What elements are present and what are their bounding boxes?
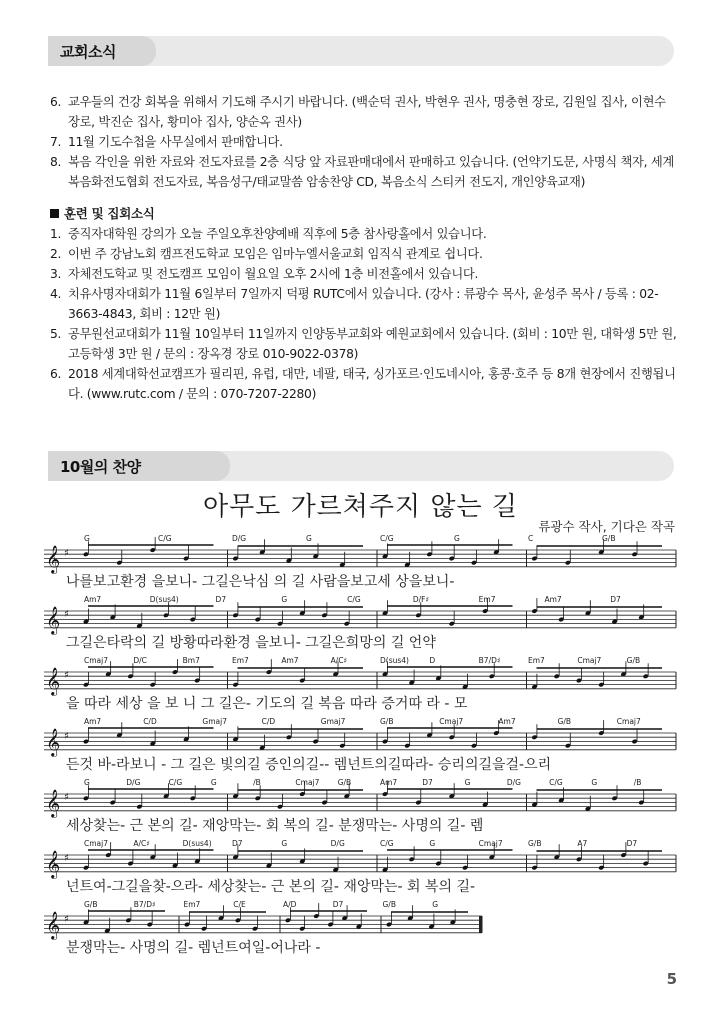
chord-symbol: G/B [602, 534, 616, 543]
chord-symbol: G [84, 534, 90, 543]
section-title: 10월의 찬양 [60, 458, 141, 476]
item-text: 치유사명자대회가 11월 6일부터 7일까지 덕평 RUTC에서 있습니다. (강사 : 류광수 목사, 윤성주 목사 / 등록 : 02-3663-4843, 회비 : 12만 원) [68, 287, 659, 321]
chord-symbol: C/G [168, 778, 183, 787]
chord-symbol: Em7 [478, 595, 496, 604]
chord-symbol: G [429, 839, 436, 848]
key-sharp-icon: ♯ [64, 914, 69, 925]
treble-clef-icon: 𝄞 [46, 850, 61, 878]
list-item [50, 132, 680, 152]
item-number: 6. [50, 95, 62, 109]
lyric-line: 분쟁막는- 사명의 길- 렘넌트여일-어나라 - [66, 940, 321, 956]
key-sharp-icon: ♯ [64, 548, 69, 559]
chord-symbol: G/B [626, 656, 641, 665]
chord-symbol: G [454, 534, 460, 543]
chord-symbol: D7 [332, 900, 344, 909]
key-sharp-icon: ♯ [64, 853, 69, 864]
chord-symbol: Em7 [232, 656, 249, 665]
key-sharp-icon: ♯ [64, 670, 69, 681]
list-item [50, 284, 680, 324]
list-item [50, 324, 680, 364]
chord-symbol: G/B [382, 900, 396, 909]
chord-symbol: A/C♯ [133, 839, 150, 848]
item-text: 복음 각인을 위한 자료와 전도자료를 2층 식당 앞 자료판매대에서 판매하고 있습니다. (언약기도문, 사명식 책자, 세계복음화전도협회 전도자료, 복음성구/태교말씀 암송찬양 CD, 복음소식 스티커 전도지, 개인양육교재) [68, 155, 674, 189]
chord-symbol: G [306, 534, 312, 543]
chord-symbol: G [281, 595, 288, 604]
chord-symbol: D7 [422, 778, 433, 787]
item-number: 3. [50, 267, 62, 281]
chord-symbol: D/C [133, 656, 147, 665]
key-sharp-icon: ♯ [64, 731, 69, 742]
chord-symbol: Am7 [498, 717, 516, 726]
lyric-line: 그길은타락의 길 방황따라환경 을보니- 그길은희망의 길 언약 [66, 635, 436, 651]
chord-symbol: /B [253, 778, 261, 787]
chord-symbol: Cmaj7 [84, 839, 108, 848]
item-text: 중직자대학원 강의가 오늘 주일오후찬양예배 직후에 5층 참사랑홀에서 있습니다. [68, 227, 487, 241]
item-text: 이번 주 강남노회 캠프전도학교 모임은 임마누엘서울교회 임직식 관계로 쉽니다. [68, 247, 483, 261]
training-heading [50, 204, 680, 224]
key-sharp-icon: ♯ [64, 609, 69, 620]
chord-symbol: Am7 [84, 717, 102, 726]
training-title: 훈련 및 집회소식 [64, 206, 155, 221]
chord-symbol: Cmaj7 [616, 717, 641, 726]
section-header-praise [48, 451, 674, 481]
chord-symbol: Gmaj7 [320, 717, 346, 726]
item-text: 자체전도학교 및 전도캠프 모임이 월요일 오후 2시에 1층 비전홀에서 있습니다. [68, 267, 479, 281]
item-number: 2. [50, 247, 62, 261]
item-text: 11월 기도수첩을 사무실에서 판매합니다. [68, 135, 283, 149]
section-title: 교회소식 [60, 43, 116, 61]
treble-clef-icon: 𝄞 [46, 667, 61, 695]
item-text: 교우들의 건강 회복을 위해서 기도해 주시기 바랍니다. (백순덕 권사, 박현우 권사, 명충현 장로, 김원일 집사, 이현수 장로, 박진순 집사, 황미아 집사, 양순옥 권사) [68, 95, 666, 129]
list-item [50, 264, 680, 284]
item-number: 5. [50, 327, 62, 341]
sheet-music [44, 534, 680, 980]
chord-symbol: A/C♯ [330, 656, 348, 665]
chord-symbol: Bm7 [182, 656, 200, 665]
chord-symbol: G/B [557, 717, 572, 726]
item-text: 2018 세계대학선교캠프가 필리핀, 유럽, 대만, 네팔, 태국, 싱가포르·인도네시아, 홍콩·호주 등 8개 현장에서 진행됩니다. (www.rutc.com / 문의 : 070-7207-2280) [68, 367, 676, 401]
key-sharp-icon: ♯ [64, 792, 69, 803]
chord-symbol: /B [633, 778, 642, 787]
treble-clef-icon: 𝄞 [46, 606, 61, 634]
list-item [50, 244, 680, 264]
lyric-line: 넌트여-그길을찾-으라- 세상찾는- 근 본의 길- 재앙막는- 회 복의 길- [66, 879, 476, 895]
item-number: 4. [50, 287, 62, 301]
treble-clef-icon: 𝄞 [46, 728, 61, 756]
item-number: 7. [50, 135, 62, 149]
lyric-line: 든것 바-라보니 - 그 길은 빛의길 증인의길-- 렘넌트의길따라- 승리의길을걸-으리 [66, 757, 552, 773]
treble-clef-icon: 𝄞 [46, 789, 61, 817]
chord-symbol: D7 [610, 595, 621, 604]
chord-symbol: D/G [232, 534, 247, 543]
item-number: 8. [50, 155, 62, 169]
chord-symbol: Cmaj7 [439, 717, 464, 726]
chord-symbol: Gmaj7 [202, 717, 227, 726]
square-bullet-icon [50, 209, 59, 218]
notices-list [50, 92, 680, 404]
chord-symbol: G/B [528, 839, 542, 848]
section-header-church-news [48, 36, 674, 66]
list-item [50, 92, 680, 132]
chord-symbol: D7 [626, 839, 638, 848]
chord-symbol: C/G [158, 534, 172, 543]
chord-symbol: Am7 [544, 595, 562, 604]
chord-symbol: D(sus4) [149, 595, 179, 604]
chord-symbol: D/F♯ [412, 595, 430, 604]
chord-symbol: G [281, 839, 288, 848]
chord-symbol: G [464, 778, 471, 787]
item-number: 6. [50, 367, 62, 381]
chord-symbol: D(sus4) [182, 839, 212, 848]
final-barline [479, 916, 482, 933]
chord-symbol: G/B [84, 900, 98, 909]
chord-symbol: C/G [380, 534, 394, 543]
page-number: 5 [666, 970, 677, 988]
treble-clef-icon: 𝄞 [46, 911, 61, 939]
item-number: 1. [50, 227, 62, 241]
chord-symbol: A/D [283, 900, 297, 909]
chord-symbol: G/B [380, 717, 394, 726]
chord-symbol: G [210, 778, 217, 787]
chord-symbol: Em7 [183, 900, 201, 909]
chord-symbol: D(sus4) [380, 656, 409, 665]
chord-symbol: A7 [577, 839, 588, 848]
chord-symbol: D [429, 656, 436, 665]
item-text: 공무원선교대회가 11월 10일부터 11일까지 인양동부교회와 예원교회에서 있습니다. (회비 : 10만 원, 대학생 5만 원, 고등학생 3만 원 / 문의 : 장옥경 장로 010-9022-0378) [68, 327, 677, 361]
chord-symbol: Am7 [281, 656, 299, 665]
chord-symbol: C/E [233, 900, 246, 909]
chord-symbol: C/D [261, 717, 276, 726]
song-credit: 류광수 작사, 기다은 작곡 [538, 519, 675, 534]
chord-symbol: Cmaj7 [478, 839, 503, 848]
chord-symbol: D/G [506, 778, 521, 787]
chord-symbol: C/D [143, 717, 157, 726]
chord-symbol: D/G [330, 839, 345, 848]
treble-clef-icon: 𝄞 [46, 545, 61, 573]
lyric-line: 세상찾는- 근 본의 길- 재앙막는- 회 복의 길- 분쟁막는- 사명의 길- 렘 [66, 818, 484, 834]
chord-symbol: C/G [549, 778, 563, 787]
list-item [50, 152, 680, 192]
chord-symbol: Cmaj7 [577, 656, 602, 665]
chord-symbol: G/B [337, 778, 352, 787]
lyric-line: 나를보고환경 을보니- 그길은낙심 의 길 사람을보고세 상을보니- [66, 574, 455, 590]
chord-symbol: C/G [347, 595, 361, 604]
chord-symbol: D7 [232, 839, 243, 848]
chord-symbol: G [84, 778, 90, 787]
chord-symbol: C/G [380, 839, 394, 848]
list-item [50, 224, 680, 244]
chord-symbol: C [528, 534, 534, 543]
chord-symbol: D/G [126, 778, 141, 787]
lyric-line: 을 따라 세상 을 보 니 그 길은- 기도의 길 복음 따라 증거따 라 - 모 [66, 696, 468, 712]
chord-symbol: D7 [215, 595, 227, 604]
chord-symbol: B7/D♯ [478, 656, 501, 665]
list-item [50, 364, 680, 404]
chord-symbol: G [591, 778, 598, 787]
chord-symbol: Am7 [380, 778, 398, 787]
song-title: 아무도 가르쳐주지 않는 길 [202, 492, 519, 522]
chord-symbol: Cmaj7 [84, 656, 108, 665]
chord-symbol: Cmaj7 [295, 778, 320, 787]
chord-symbol: G [432, 900, 439, 909]
chord-symbol: B7/D♯ [133, 900, 156, 909]
chord-symbol: Am7 [84, 595, 102, 604]
chord-symbol: Em7 [528, 656, 545, 665]
